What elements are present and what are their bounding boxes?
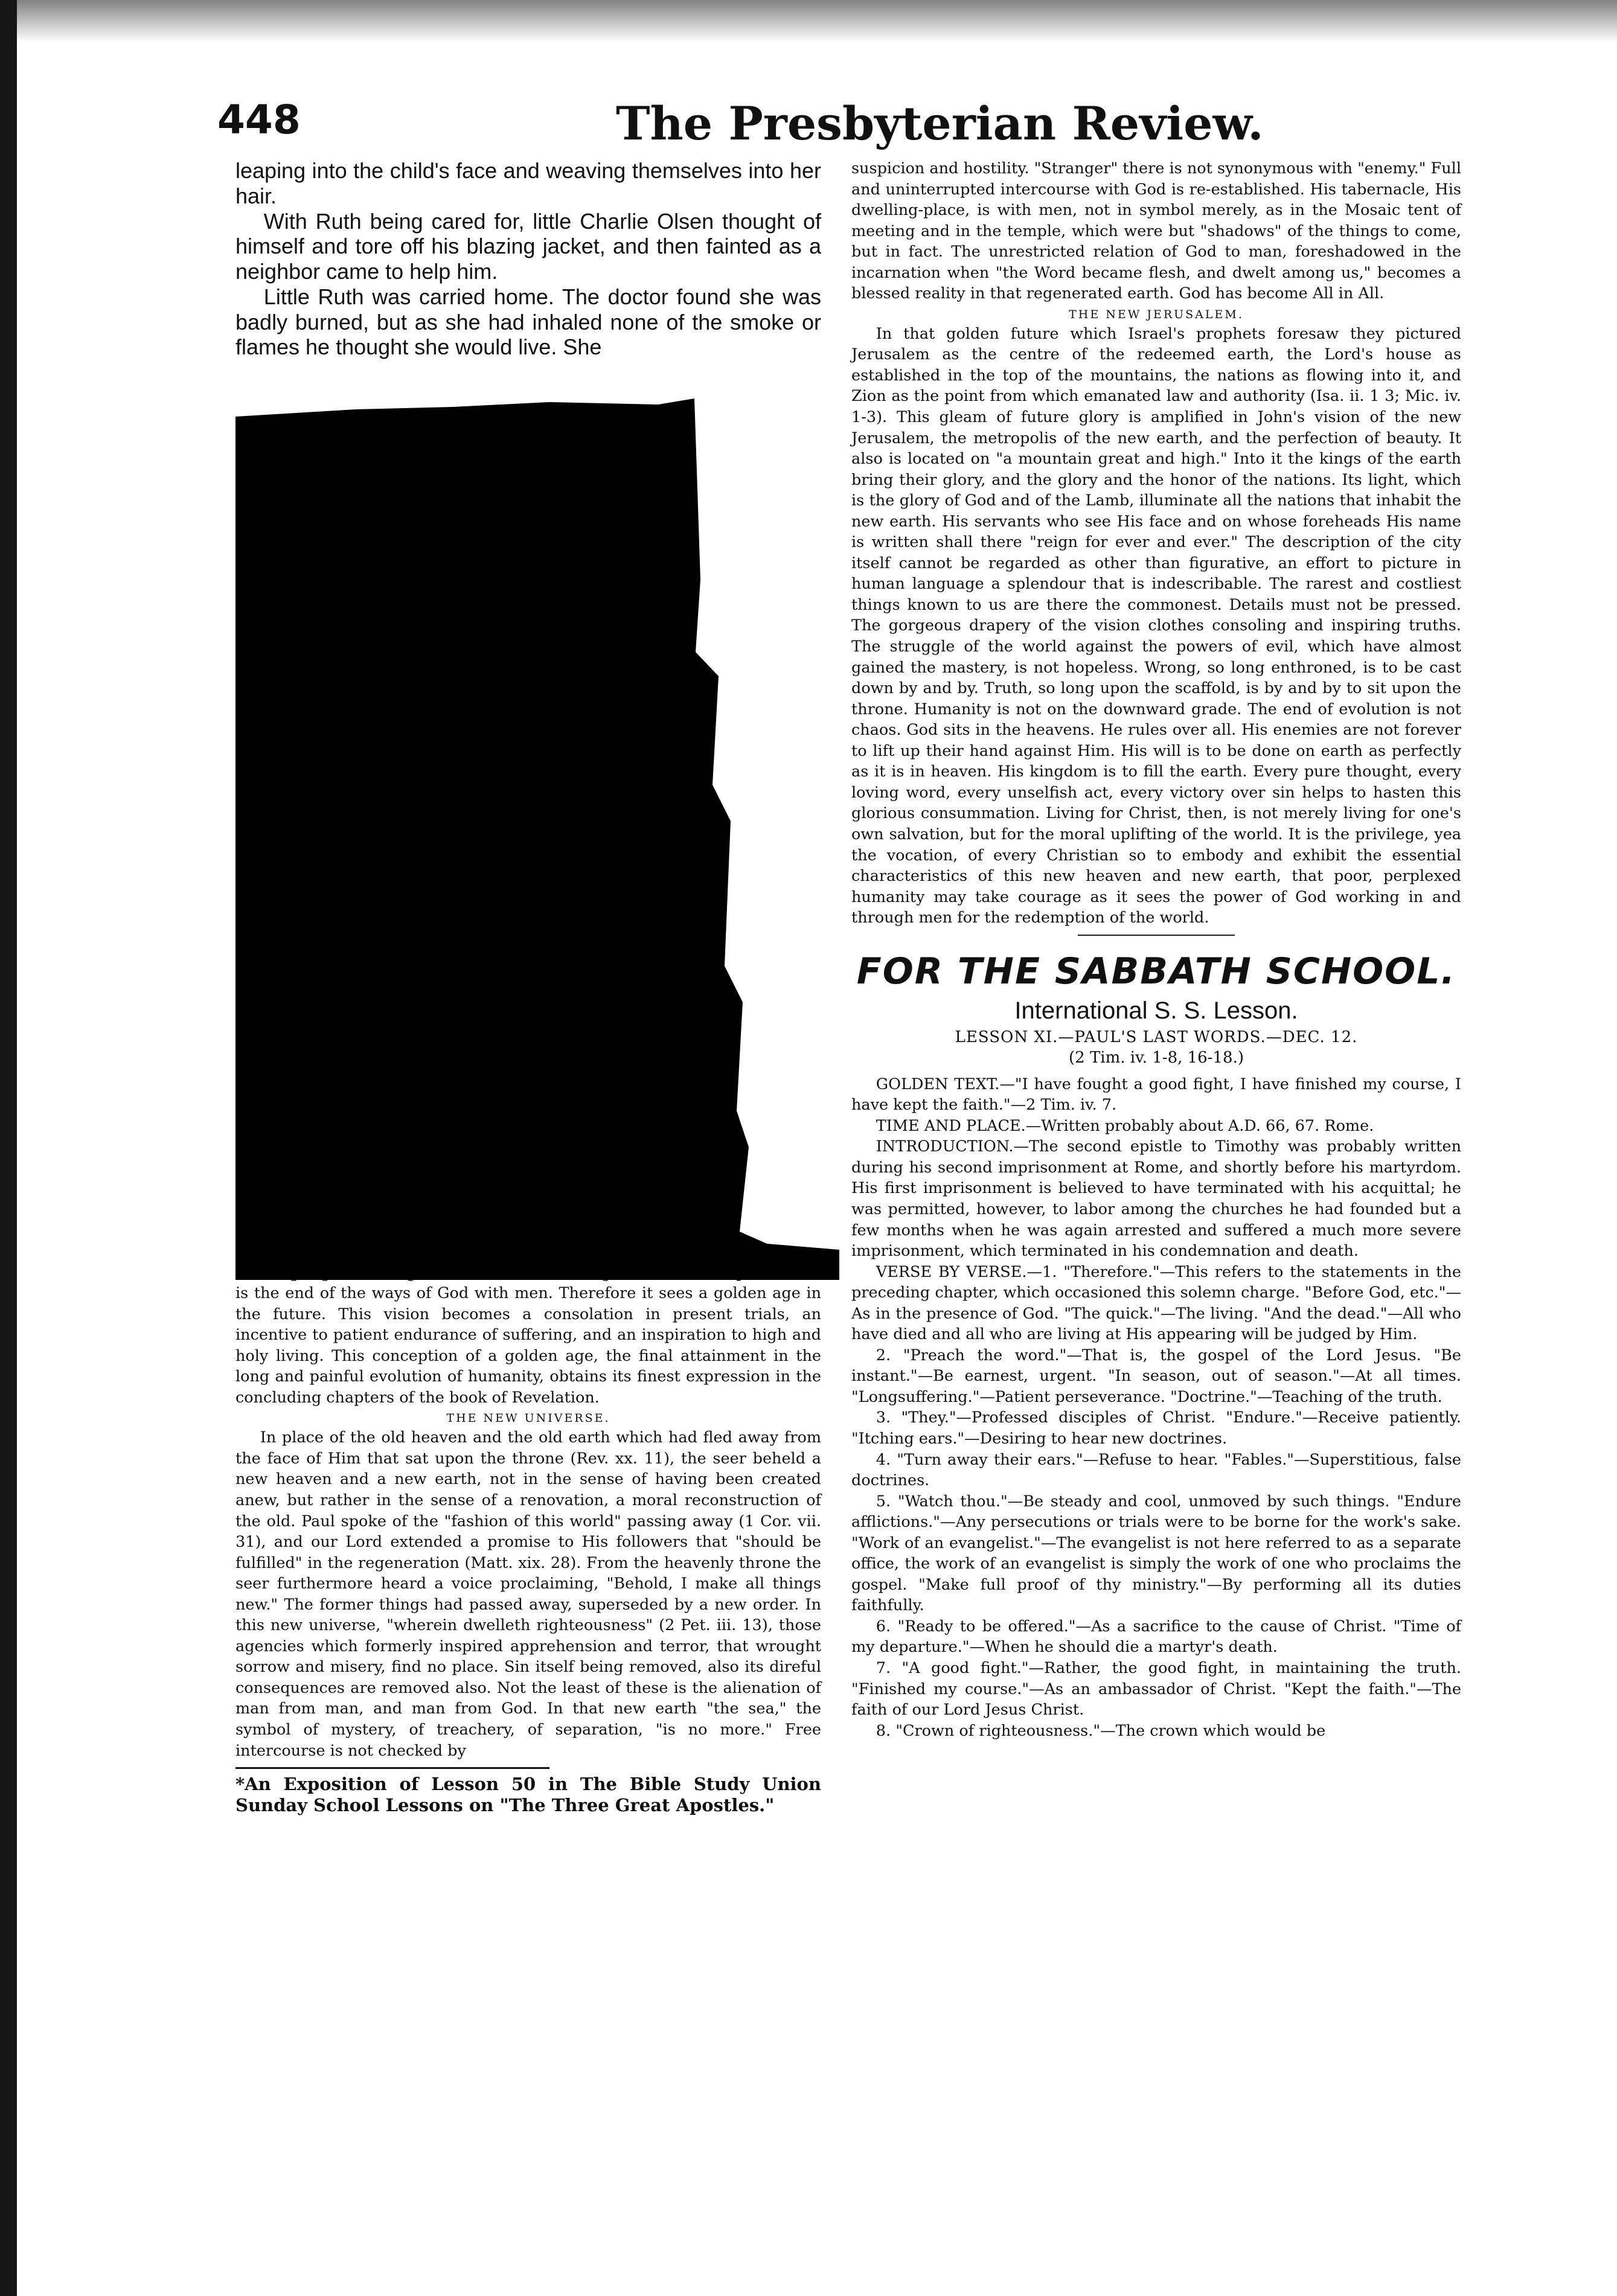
story-text: [235, 158, 821, 360]
new-universe-text: [235, 1427, 821, 1761]
paragraph: In that golden future which Israel's prophets foresaw they pictured Jerusalem as the centre of the redeemed earth, the Lord's house as established in the top of the mountains, the nations as flowing into it, and Zion as the point from which emanated law and authority (Isa. ii. 1 3; Mic. iv. 1-3). This gleam of future glory is amplified in John's vision of the new Jerusalem, the metropolis of the new earth, and the perfection of beauty. It also is located on "a mountain great and high." Into it the kings of the earth bring their glory, and the glory and the honor of the nations. Its light, which is the glory of God and of the Lamb, illuminate all the nations that inhabit the new earth. His servants who see His face and on whose foreheads His name is written shall there "reign for ever and ever." The description of the city itself cannot be regarded as other than figurative, an effort to picture in human language a splendour that is indescribable. The rarest and costliest things known to us are there the commonest. Details must not be pressed. The gorgeous drapery of the vision clothes consoling and inspiring truths. The struggle of the world against the powers of evil, which have almost gained the mastery, is not hopeless. Wrong, so long enthroned, is to be cast down by and by. Truth, so long upon the scaffold, is by and by to sit upon the throne. Humanity is not on the downward grade. The end of evolution is not chaos. God sits in the heavens. He rules over all. His enemies are not forever to lift up their hand against Him. His will is to be done on earth as perfectly as it is in heaven. His kingdom is to fill the earth. Every pure thought, every loving word, every unselfish act, every victory over sin helps to hasten this glorious consummation. Living for Christ, then, is not merely living for one's own salvation, but for the moral uplifting of the world. It is the privilege, yea the vocation, of every Christian so to embody and exhibit the essential characteristics of this new heaven and new earth, that poor, perplexed humanity may take courage as it sees the power of God working in and through men for the redemption of the world.: [851, 324, 1461, 927]
paragraph: 3. "They."—Professed disciples of Christ. "Endure."—Receive patiently. "Itching ears."—Desiring to hear new doctrines.: [851, 1409, 1461, 1448]
paragraph: INTRODUCTION.—The second epistle to Timothy was probably written during his second imprisonment at Rome, and shortly before his martyrdom. His first imprisonment is believed to have terminated with his acquittal; he was permitted, however, to labor among the churches he had founded but a few months when he was again arrested and suffered a much more severe imprisonment, which terminated in his condemnation and death.: [851, 1137, 1461, 1261]
paragraph: leaping into the child's face and weaving themselves into her hair.: [235, 158, 821, 208]
paragraph: VERSE BY VERSE.—1. "Therefore."—This refers to the statements in the preceding chapter, which occasioned this solemn charge. "Before God, etc."—As in the presence of God. "The quick."—The living. "And the dead."—All who have died and all who are living at His appearing will be judged by Him.: [851, 1262, 1461, 1344]
right-column: [851, 158, 1461, 1741]
paragraph: 6. "Ready to be offered."—As a sacrifice to the cause of Christ. "Time of my departure."—When he should die a martyr's death.: [851, 1617, 1461, 1657]
lesson-heading: International S. S. Lesson.: [1014, 997, 1298, 1024]
paragraph: With Ruth being cared for, little Charlie Olsen thought of himself and tore off his blazing jacket, and then fainted as a neighbor came to help him.: [235, 208, 821, 284]
right-top-text: [851, 158, 1461, 304]
footnote-rule: [235, 1767, 549, 1769]
paragraph: Little Ruth was carried home. The doctor found she was badly burned, but as she had inhaled none of the smoke or flames he thought she would live. She: [235, 284, 821, 360]
subheading-new-universe: THE NEW UNIVERSE.: [446, 1412, 610, 1425]
lesson-text: [851, 1074, 1461, 1742]
lesson-subtitle: LESSON XI.—PAUL'S LAST WORDS.—DEC. 12.: [955, 1028, 1358, 1046]
page-header: [217, 91, 1516, 157]
footnote: *An Exposition of Lesson 50 in The Bible Study Union Sunday School Lessons on "The Three Great Apostles.": [235, 1774, 821, 1815]
paragraph: GOLDEN TEXT.—"I have fought a good fight, I have finished my course, I have kept the faith."—2 Tim. iv. 7.: [851, 1075, 1461, 1114]
paragraph: 7. "A good fight."—Rather, the good fight, in maintaining the truth. "Finished my course."—As an ambassador of Christ. "Kept the faith."—The faith of our Lord Jesus Christ.: [851, 1659, 1461, 1719]
scan-edge-shadow: [0, 0, 1617, 42]
paragraph: In place of the old heaven and the old earth which had fled away from the face of Him that sat upon the throne (Rev. xx. 11), the seer beheld a new heaven and a new earth, not in the sense of having been created anew, but rather in the sense of a renovation, a moral reconstruction of the old. Paul spoke of the "fashion of this world" passing away (1 Cor. vii. 31), and our Lord extended a promise to His followers that "should be fulfilled" in the regeneration (Matt. xix. 28). From the heavenly throne the seer furthermore heard a voice proclaiming, "Behold, I make all things new." The former things had passed away, superseded by a new order. In this new universe, "wherein dwelleth righteousness" (2 Pet. iii. 13), those agencies which formerly inspired apprehension and terror, that wrought sorrow and misery, find no place. Sin itself being removed, also its direful consequences are removed also. Not the least of these is the alienation of man from man, and man from God. In that new earth "the sea," the symbol of mystery, of treachery, of separation, "is no more." Free intercourse is not checked by: [235, 1428, 821, 1760]
page-number: 448: [217, 97, 301, 143]
paragraph: is the end of the ways of God with men. Therefore it sees a golden age in the future. This vision becomes a consolation in present trials, an incentive to patient endurance of suffering, and an inspiration to high and holy living. This conception of a golden age, the final attainment in the long and painful evolution of humanity, obtains its finest expression in the concluding chapters of the book of Revelation.: [235, 1284, 821, 1407]
lesson-reference: (2 Tim. iv. 1-8, 16-18.): [1069, 1048, 1244, 1067]
ink-blot: [235, 398, 839, 1280]
section-divider: [1078, 935, 1235, 936]
paragraph: 4. "Turn away their ears."—Refuse to hear. "Fables."—Superstitious, false doctrines.: [851, 1450, 1461, 1490]
paragraph: 2. "Preach the word."—That is, the gospel of the Lord Jesus. "Be instant."—Be earnest, urgent. "In season, out of season."—At all times. "Longsuffering."—Patient perseverance. "Doctrine."—Teaching of the truth.: [851, 1346, 1461, 1406]
section-title: FOR THE SABBATH SCHOOL.: [856, 950, 1456, 993]
paragraph: suspicion and hostility. "Stranger" there is not synonymous with "enemy." Full and uninterrupted intercourse with God is re-established. His tabernacle, His dwelling-place, is with men, not in symbol merely, as in the Mosaic tent of meeting and in the temple, which were but "shadows" of the things to come, but in fact. The unrestricted relation of God to man, foreshadowed in the incarnation when "the Word became flesh, and dwelt among us," becomes a blessed reality in that regenerated earth. God has become All in All.: [851, 159, 1461, 303]
new-jerusalem-text: [851, 324, 1461, 929]
subheading-new-jerusalem: THE NEW JERUSALEM.: [1069, 307, 1244, 321]
scan-left-margin-shadow: [0, 0, 17, 2296]
paragraph: 5. "Watch thou."—Be steady and cool, unmoved by such things. "Endure afflictions."—Any persecutions or trials were to be borne for the work's sake. "Work of an evangelist."—The evangelist is not here referred to as a separate office, the work of an evangelist is simply the work of one who proclaims the gospel. "Make full proof of thy ministry."—By performing all its duties faithfully.: [851, 1492, 1461, 1615]
journal-title: The Presbyterian Review.: [616, 97, 1264, 150]
paragraph: TIME AND PLACE.—Written probably about A.D. 66, 67. Rome.: [876, 1116, 1374, 1135]
paragraph: 8. "Crown of righteousness."—The crown which would be: [876, 1721, 1326, 1740]
